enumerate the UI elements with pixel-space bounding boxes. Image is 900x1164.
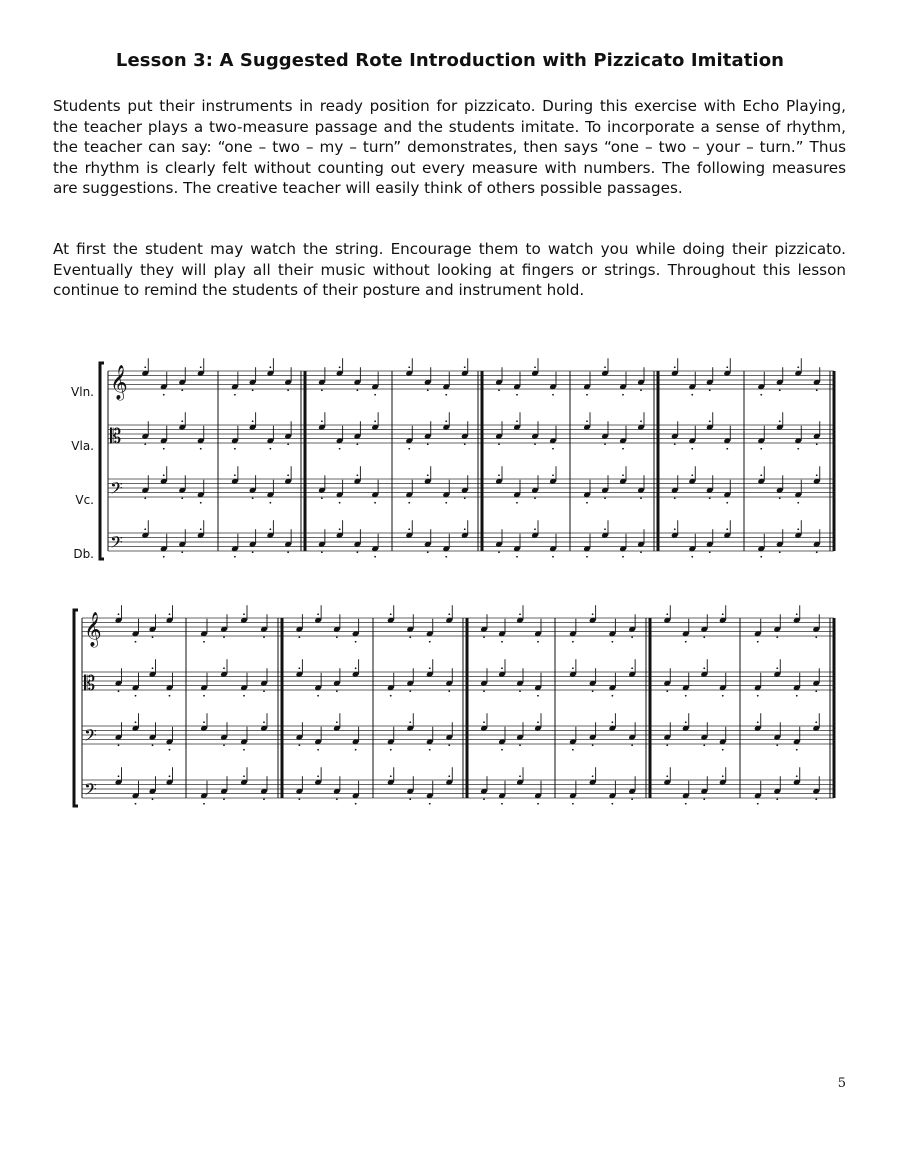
staccato-dot [169,749,171,751]
staccato-dot [779,497,781,499]
staccato-dot [611,695,613,697]
staccato-dot [816,389,818,391]
staccato-dot [586,394,588,396]
staccato-dot [611,721,613,723]
staccato-dot [666,775,668,777]
staccato-dot [252,389,254,391]
staccato-dot [516,394,518,396]
staccato-dot [604,497,606,499]
staccato-dot [797,366,799,368]
staccato-dot [709,551,711,553]
staccato-dot [355,803,357,805]
staccato-dot [234,394,236,396]
staccato-dot [287,389,289,391]
staccato-dot [757,695,759,697]
staccato-dot [118,775,120,777]
staccato-dot [287,443,289,445]
staccato-dot [448,613,450,615]
staccato-dot [622,474,624,476]
staccato-dot [797,502,799,504]
staccato-dot [163,556,165,558]
staccato-dot [234,448,236,450]
staccato-dot [483,798,485,800]
staccato-dot [445,394,447,396]
staccato-dot [519,775,521,777]
staccato-dot [409,690,411,692]
staccato-dot [572,641,574,643]
intro-paragraph: Students put their instruments in ready position for pizzicato. During this exercise with Echo Playing, the teacher plays a two-measure passage and the students imitate. To incorporate a sense of rhythm, the teacher can say: “one – two – my – turn” demonstrates, then says “one – two – your – turn.” Thus the rhythm is clearly felt without counting out every measure with numbers. The following measures are suggestions. The creative teacher will easily think of others possible passages. [53,97,846,198]
staccato-dot [760,474,762,476]
staccato-dot [374,394,376,396]
staccato-dot [703,667,705,669]
staccato-dot [317,775,319,777]
staccato-dot [203,721,205,723]
staccato-dot [200,448,202,450]
staccato-dot [339,366,341,368]
staccato-dot [118,744,120,746]
staccato-dot [722,749,724,751]
staccato-dot [483,690,485,692]
staccato-dot [726,502,728,504]
staccato-dot [519,613,521,615]
staccato-dot [464,528,466,530]
staccato-dot [726,366,728,368]
staccato-dot [666,690,668,692]
staccato-dot [223,636,225,638]
staccato-dot [816,551,818,553]
staccato-dot [552,394,554,396]
staccato-dot [519,744,521,746]
staccato-dot [815,721,817,723]
staccato-dot [169,775,171,777]
staccato-dot [118,613,120,615]
staccato-dot [722,695,724,697]
staccato-dot [408,528,410,530]
staccato-dot [298,744,300,746]
staccato-dot [631,667,633,669]
staccato-dot [321,420,323,422]
staccato-dot [796,695,798,697]
staccato-dot [374,420,376,422]
staccato-dot [152,636,154,638]
staccato-dot [287,551,289,553]
staccato-dot [252,497,254,499]
staccato-dot [152,798,154,800]
staccato-dot [163,474,165,476]
staccato-dot [181,551,183,553]
staccato-dot [200,528,202,530]
staccato-dot [356,389,358,391]
staccato-dot [408,366,410,368]
staccato-dot [144,443,146,445]
staccato-dot [269,448,271,450]
staccato-dot [592,775,594,777]
staccato-dot [429,803,431,805]
staccato-dot [374,556,376,558]
staccato-dot [666,613,668,615]
staccato-dot [552,474,554,476]
staccato-dot [757,641,759,643]
clef-icon: 𝄡 [84,671,96,695]
staccato-dot [631,636,633,638]
staccato-dot [674,366,676,368]
staccato-dot [448,775,450,777]
staccato-dot [336,798,338,800]
staccato-dot [223,667,225,669]
clef-icon: 𝄞 [110,365,128,400]
staccato-dot [144,497,146,499]
staccato-dot [374,502,376,504]
staccato-dot [498,551,500,553]
staccato-dot [537,803,539,805]
staccato-dot [685,803,687,805]
staccato-dot [152,667,154,669]
staccato-dot [815,690,817,692]
system-bracket [100,363,104,559]
staccato-dot [501,667,503,669]
staccato-dot [298,636,300,638]
staccato-dot [501,803,503,805]
page-title: Lesson 3: A Suggested Rote Introduction with Pizzicato Imitation [115,50,785,71]
staccato-dot [691,394,693,396]
staccato-dot [796,749,798,751]
staccato-dot [815,636,817,638]
staccato-dot [408,502,410,504]
staccato-dot [355,749,357,751]
staccato-dot [429,641,431,643]
clef-icon: 𝄢 [84,779,97,803]
staccato-dot [409,636,411,638]
staccato-dot [776,636,778,638]
staccato-dot [703,798,705,800]
staccato-dot [390,613,392,615]
staccato-dot [726,448,728,450]
staccato-dot [685,721,687,723]
staccato-dot [144,366,146,368]
staccato-dot [622,394,624,396]
staccato-dot [498,443,500,445]
staccato-dot [709,497,711,499]
staccato-dot [223,798,225,800]
staccato-dot [722,775,724,777]
staccato-dot [572,667,574,669]
staccato-dot [252,551,254,553]
staccato-dot [445,556,447,558]
staccato-dot [390,749,392,751]
staccato-dot [135,641,137,643]
staccato-dot [336,636,338,638]
staccato-dot [409,798,411,800]
staccato-dot [317,695,319,697]
staccato-dot [234,474,236,476]
staccato-dot [760,448,762,450]
staccato-dot [631,744,633,746]
staccato-dot [448,690,450,692]
system-bracket [74,610,78,806]
staccato-dot [355,667,357,669]
staccato-dot [409,721,411,723]
staccato-dot [779,551,781,553]
staccato-dot [336,690,338,692]
staccato-dot [356,443,358,445]
guidance-paragraph: At first the student may watch the string. Encourage them to watch you while doing their pizzicato. Eventually they will play all their music without looking at fingers or strings. Throughout this lesson continue to remind the students of their posture and instrument hold. [53,240,846,300]
staccato-dot [709,420,711,422]
staccato-dot [816,443,818,445]
staccato-dot [263,690,265,692]
staccato-dot [200,366,202,368]
staccato-dot [640,389,642,391]
staccato-dot [445,502,447,504]
staccato-dot [572,803,574,805]
staccato-dot [611,641,613,643]
staccato-dot [537,695,539,697]
staccato-dot [390,775,392,777]
staccato-dot [776,798,778,800]
staccato-dot [317,749,319,751]
staccato-dot [797,448,799,450]
staccato-dot [726,528,728,530]
staccato-dot [516,502,518,504]
staccato-dot [408,448,410,450]
staccato-dot [592,690,594,692]
instrument-label-cello: Vc. [75,493,94,507]
staccato-dot [592,613,594,615]
staccato-dot [135,803,137,805]
staccato-dot [674,497,676,499]
staccato-dot [269,528,271,530]
staccato-dot [534,443,536,445]
staccato-dot [336,721,338,723]
staccato-dot [234,556,236,558]
staccato-dot [169,613,171,615]
clef-icon: 𝄞 [84,612,102,647]
staccato-dot [243,695,245,697]
staccato-dot [203,641,205,643]
staccato-dot [263,636,265,638]
staccato-dot [163,394,165,396]
staccato-dot [776,744,778,746]
staccato-dot [722,613,724,615]
staccato-dot [464,366,466,368]
staccato-dot [640,420,642,422]
staccato-dot [200,502,202,504]
staccato-dot [666,744,668,746]
clef-icon: 𝄡 [110,424,122,448]
staccato-dot [757,803,759,805]
staccato-dot [339,448,341,450]
staccato-dot [760,394,762,396]
staccato-dot [674,528,676,530]
staccato-dot [118,690,120,692]
staccato-dot [339,528,341,530]
staccato-dot [501,749,503,751]
staccato-dot [203,803,205,805]
staccato-dot [631,798,633,800]
staccato-dot [703,636,705,638]
staccato-dot [263,721,265,723]
staccato-dot [321,497,323,499]
staccato-dot [243,775,245,777]
staccato-dot [760,556,762,558]
staccato-dot [181,497,183,499]
staccato-dot [604,443,606,445]
staccato-dot [703,744,705,746]
staccato-dot [203,695,205,697]
clef-icon: 𝄢 [110,478,123,502]
staccato-dot [243,749,245,751]
staccato-dot [298,798,300,800]
staccato-dot [592,744,594,746]
staccato-dot [498,474,500,476]
staccato-dot [298,667,300,669]
staccato-dot [427,551,429,553]
staccato-dot [181,389,183,391]
staccato-dot [516,420,518,422]
staccato-dot [622,448,624,450]
staccato-dot [586,556,588,558]
staccato-dot [427,443,429,445]
staccato-dot [572,749,574,751]
staccato-dot [483,721,485,723]
staccato-dot [537,641,539,643]
instrument-label-violin: Vln. [71,385,94,399]
staccato-dot [691,474,693,476]
staccato-dot [552,556,554,558]
staccato-dot [135,721,137,723]
staccato-dot [622,556,624,558]
staccato-dot [779,389,781,391]
staccato-dot [674,443,676,445]
staccato-dot [685,641,687,643]
staccato-dot [321,551,323,553]
staccato-dot [135,695,137,697]
clef-icon: 𝄢 [110,532,123,556]
staccato-dot [321,389,323,391]
staccato-dot [356,551,358,553]
staccato-dot [796,613,798,615]
staccato-dot [552,448,554,450]
staccato-dot [339,502,341,504]
staccato-dot [516,556,518,558]
staccato-dot [796,775,798,777]
staccato-dot [611,803,613,805]
staccato-dot [498,389,500,391]
staccato-dot [604,366,606,368]
staccato-dot [586,502,588,504]
staccato-dot [640,497,642,499]
instrument-label-bass: Db. [73,547,94,561]
staccato-dot [144,528,146,530]
staccato-dot [269,502,271,504]
staccato-dot [815,798,817,800]
staccato-dot [709,389,711,391]
staccato-dot [287,474,289,476]
staccato-dot [534,497,536,499]
staccato-dot [427,474,429,476]
staccato-dot [779,420,781,422]
staccato-dot [691,556,693,558]
staccato-dot [390,695,392,697]
staccato-dot [356,474,358,476]
staccato-dot [243,613,245,615]
staccato-dot [534,366,536,368]
staccato-dot [152,744,154,746]
staccato-dot [691,448,693,450]
staccato-dot [427,389,429,391]
staccato-dot [816,474,818,476]
staccato-dot [355,641,357,643]
staccato-dot [501,641,503,643]
staccato-dot [163,448,165,450]
staccato-dot [263,798,265,800]
staccato-dot [640,551,642,553]
instrument-label-viola: Vla. [71,439,94,453]
staccato-dot [483,636,485,638]
staccato-dot [797,528,799,530]
staccato-dot [252,420,254,422]
staccato-dot [537,721,539,723]
staccato-dot [464,497,466,499]
staccato-dot [534,528,536,530]
staccato-dot [586,420,588,422]
page-number: 5 [837,1076,846,1091]
staccato-dot [519,690,521,692]
staccato-dot [169,695,171,697]
staccato-dot [269,366,271,368]
staccato-dot [181,420,183,422]
staccato-dot [448,744,450,746]
staccato-dot [429,749,431,751]
staccato-dot [757,721,759,723]
staccato-dot [604,528,606,530]
staccato-dot [445,420,447,422]
clef-icon: 𝄢 [84,725,97,749]
staccato-dot [429,667,431,669]
staccato-dot [464,443,466,445]
staccato-dot [223,744,225,746]
staccato-dot [317,613,319,615]
staccato-dot [685,695,687,697]
staccato-dot [776,667,778,669]
